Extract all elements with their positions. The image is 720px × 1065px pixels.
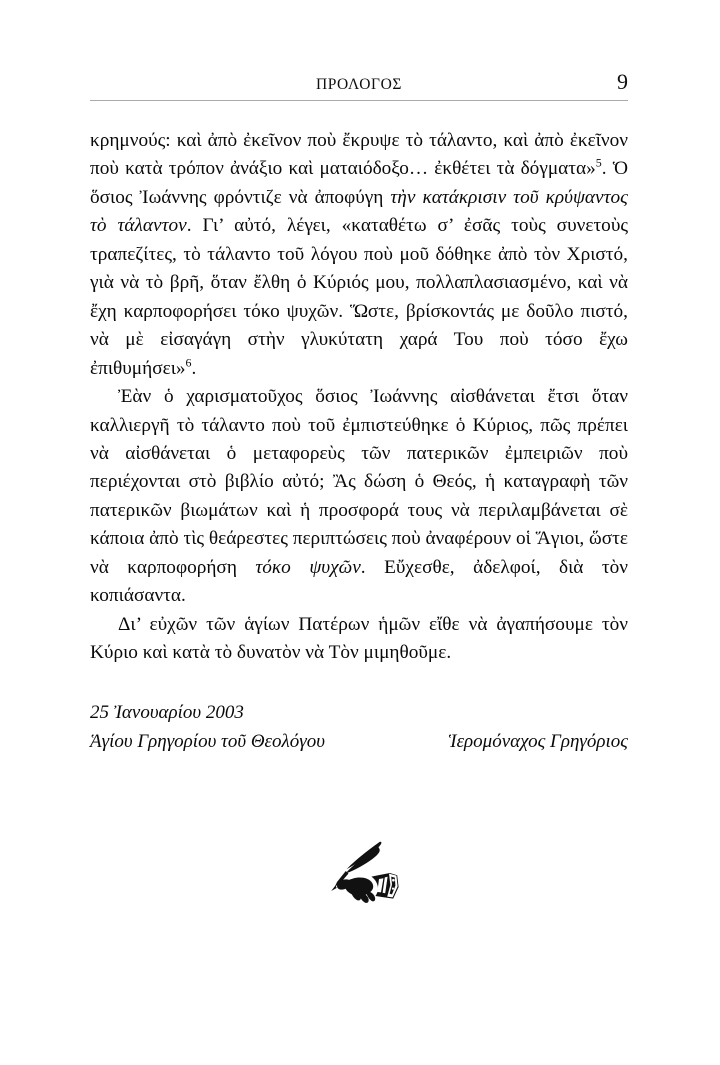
paragraph-1-segment-2: . Ὁ ὅσιος Ἰωάννης φρόντιζε νὰ ἀποφύγη: [90, 158, 628, 208]
header-divider-rule: [90, 100, 628, 101]
colophon-feast-day: Ἁγίου Γρηγορίου τοῦ Θεολόγου: [90, 731, 325, 752]
paragraph-2-italic-phrase: τόκο ψυχῶν: [255, 556, 361, 578]
paragraph-1-segment-3: . Γι’ αὐτό, λέγει, «καταθέτω σ’ ἐσᾶς τοὺς συνετοὺς τραπεζίτες, τὸ τάλαντο τοῦ λόγου ποὺ μοῦ δόθηκε ἀπὸ τὸν Χριστό, γιὰ νὰ τὸ βρῆ, ὅταν ἔλθη ὁ Κύριός μου, πολλαπλασιασμένο, καὶ νὰ ἔχη καρποφορήσει τόκο ψυχῶν. Ὥστε, βρίσκοντάς με δοῦλο πιστό, νὰ μὲ εἰσαγάγη στὴν γλυκύτατη χαρά Του ποὺ τόσο ἔχω ἐπιθυμήσει»: [90, 215, 629, 379]
paragraph-3: [90, 611, 628, 668]
paragraph-1: [90, 127, 628, 383]
page-number: 9: [617, 69, 628, 94]
colophon-row: [90, 727, 628, 756]
ornament-container: [0, 840, 720, 911]
paragraph-2: [90, 383, 628, 611]
colophon-signer: Ἱερομόναχος Γρηγόριος: [448, 731, 628, 752]
paragraph-3-text: Δι’ εὐχῶν τῶν ἁγίων Πατέρων ἡμῶν εἴθε νὰ ἀγαπήσουμε τὸν Κύριο καὶ κατὰ τὸ δυνατὸν νὰ Τὸν μιμηθοῦμε.: [90, 613, 628, 664]
paragraph-1-segment-1: κρημνούς: καὶ ἀπὸ ἐκεῖνον ποὺ ἔκρυψε τὸ τάλαντο, καὶ ἀπὸ ἐκεῖνον ποὺ κατὰ τρόπον ἀνάξιο καὶ ματαιόδοξο… ἐκθέτει τὰ δόγματα»: [90, 130, 628, 180]
colophon-block: [90, 698, 628, 756]
paragraph-1-italic-quote: τὴν κατάκρισιν τοῦ κρύψαντος τὸ τάλαντον: [90, 186, 628, 237]
running-head: [90, 69, 628, 99]
footnote-marker-6[interactable]: 6: [185, 355, 192, 370]
colophon-date: 25 Ἰανουαρίου 2003: [90, 702, 244, 723]
running-head-title: ΠΡΟΛΟΓΟΣ: [315, 76, 403, 93]
hand-with-quill-icon: [317, 893, 403, 910]
body-text-block: [90, 127, 628, 668]
paragraph-2-segment-2: . Εὔχεσθε, ἀδελφοί, διὰ τὸν κοπιάσαντα.: [90, 556, 628, 607]
footnote-marker-5[interactable]: 5: [595, 156, 602, 171]
paragraph-2-segment-1: Ἐὰν ὁ χαρισματοῦχος ὅσιος Ἰωάννης αἰσθάνεται ἔτσι ὅταν καλλιεργῆ τὸ τάλαντο ποὺ τοῦ ἐμπιστεύθηκε ὁ Κύριος, πῶς πρέπει νὰ αἰσθάνεται ὁ μεταφορεὺς τῶν πατερικῶν ἐμπειριῶν ποὺ περιέχονται στὸ βιβλίο αὐτό; Ἂς δώση ὁ Θεός, ἡ καταγραφὴ τῶν πατερικῶν βιωμάτων καὶ ἡ προσφορά τους νὰ περιλαμβάνεται σὲ κάποια ἀπὸ τὶς θεάρεστες περιπτώσεις ποὺ ἀναφέρουν οἱ Ἅγιοι, ὥστε νὰ καρποφορήση: [90, 386, 628, 578]
paragraph-1-segment-4: .: [191, 357, 197, 379]
